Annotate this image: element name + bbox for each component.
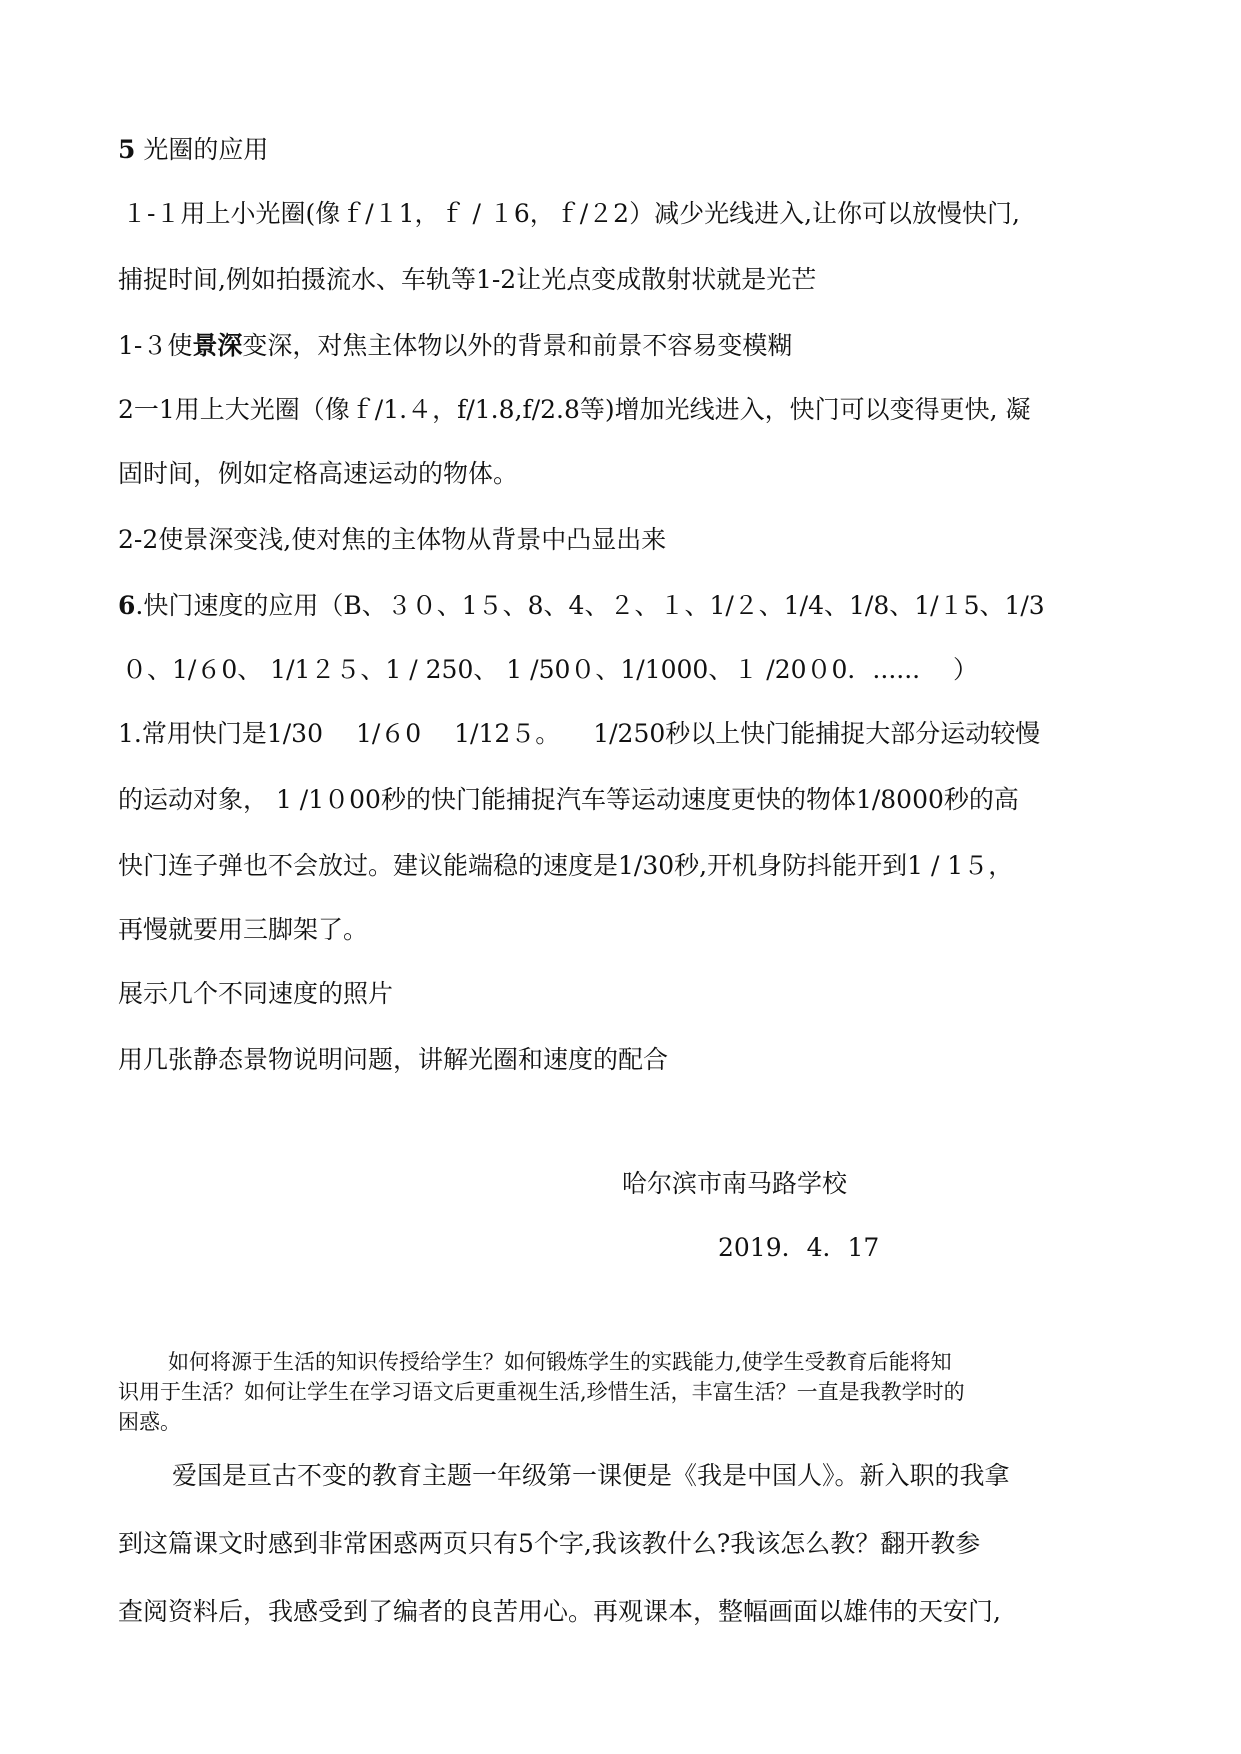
paragraph-line: 2-2使景深变浅,使对焦的主体物从背景中凸显出来 bbox=[118, 525, 667, 554]
essay-intro-line: 困惑。 bbox=[118, 1410, 181, 1434]
paragraph-line: 用几张静态景物说明问题，讲解光圈和速度的配合 bbox=[118, 1045, 669, 1074]
paragraph-line: 捕捉时间,例如拍摄流水、车轨等1-2让光点变成散射状就是光芒 bbox=[118, 265, 817, 294]
section-5-number: 5 bbox=[118, 135, 136, 164]
line-prefix: 1-３使 bbox=[118, 331, 193, 360]
essay-line: 爱国是亘古不变的教育主题一年级第一课便是《我是中国人》。新入职的我拿 bbox=[172, 1461, 1010, 1490]
essay-line: 查阅资料后，我感受到了编者的良苦用心。再观课本，整幅画面以雄伟的天安门, bbox=[118, 1597, 1001, 1626]
essay-intro-line: 如何将源于生活的知识传授给学生？如何锻炼学生的实践能力,使学生受教育后能将知 bbox=[168, 1350, 952, 1374]
paragraph-line-depth bbox=[118, 330, 792, 362]
paragraph-line: １-１用上小光圈(像ｆ/１1，ｆ / １6，ｆ/２2）减少光线进入,让你可以放慢快门, bbox=[122, 199, 1020, 228]
depth-term: 景深 bbox=[192, 331, 243, 360]
section-6-title: .快门速度的应用（B、３０、1５、8、4、２、１、1/２、1/4、1/8、1/１5、1/3 bbox=[135, 591, 1045, 620]
paragraph-line: 固时间，例如定格高速运动的物体。 bbox=[118, 459, 519, 488]
paragraph-line: 展示几个不同速度的照片 bbox=[118, 979, 394, 1008]
essay-intro-line: 识用于生活？如何让学生在学习语文后更重视生活,珍惜生活，丰富生活？一直是我教学时的 bbox=[118, 1380, 965, 1404]
section-6-heading bbox=[118, 590, 1045, 622]
essay-line: 到这篇课文时感到非常困惑两页只有5个字,我该教什么?我该怎么教？翻开教参 bbox=[118, 1529, 981, 1558]
signature-date: 2019．4．17 bbox=[718, 1233, 880, 1262]
paragraph-line: ０、1/６0、 1/1２５、1 / 250、 1 /50０、1/1000、１ /20０0．...... ） bbox=[122, 655, 979, 684]
section-5-title: 光圈的应用 bbox=[135, 135, 269, 164]
paragraph-line: 2一1用上大光圈（像ｆ/1.４，f/1.8,f/2.8等)增加光线进入，快门可以变得更快, 凝 bbox=[118, 395, 1031, 424]
paragraph-line: 1.常用快门是1/30 1/６0 1/12５。 1/250秒以上快门能捕捉大部分运动较慢 bbox=[118, 719, 1041, 748]
line-rest: 变深，对焦主体物以外的背景和前景不容易变模糊 bbox=[242, 331, 793, 360]
section-6-number: 6 bbox=[118, 591, 136, 620]
paragraph-line: 的运动对象， 1 /1０00秒的快门能捕捉汽车等运动速度更快的物体1/8000秒的高 bbox=[118, 785, 1019, 814]
paragraph-line: 再慢就要用三脚架了。 bbox=[118, 915, 369, 944]
section-5-heading bbox=[118, 134, 268, 166]
school-name: 哈尔滨市南马路学校 bbox=[622, 1169, 848, 1198]
paragraph-line: 快门连子弹也不会放过。建议能端稳的速度是1/30秒,开机身防抖能开到1 / 1５， bbox=[118, 851, 1014, 880]
